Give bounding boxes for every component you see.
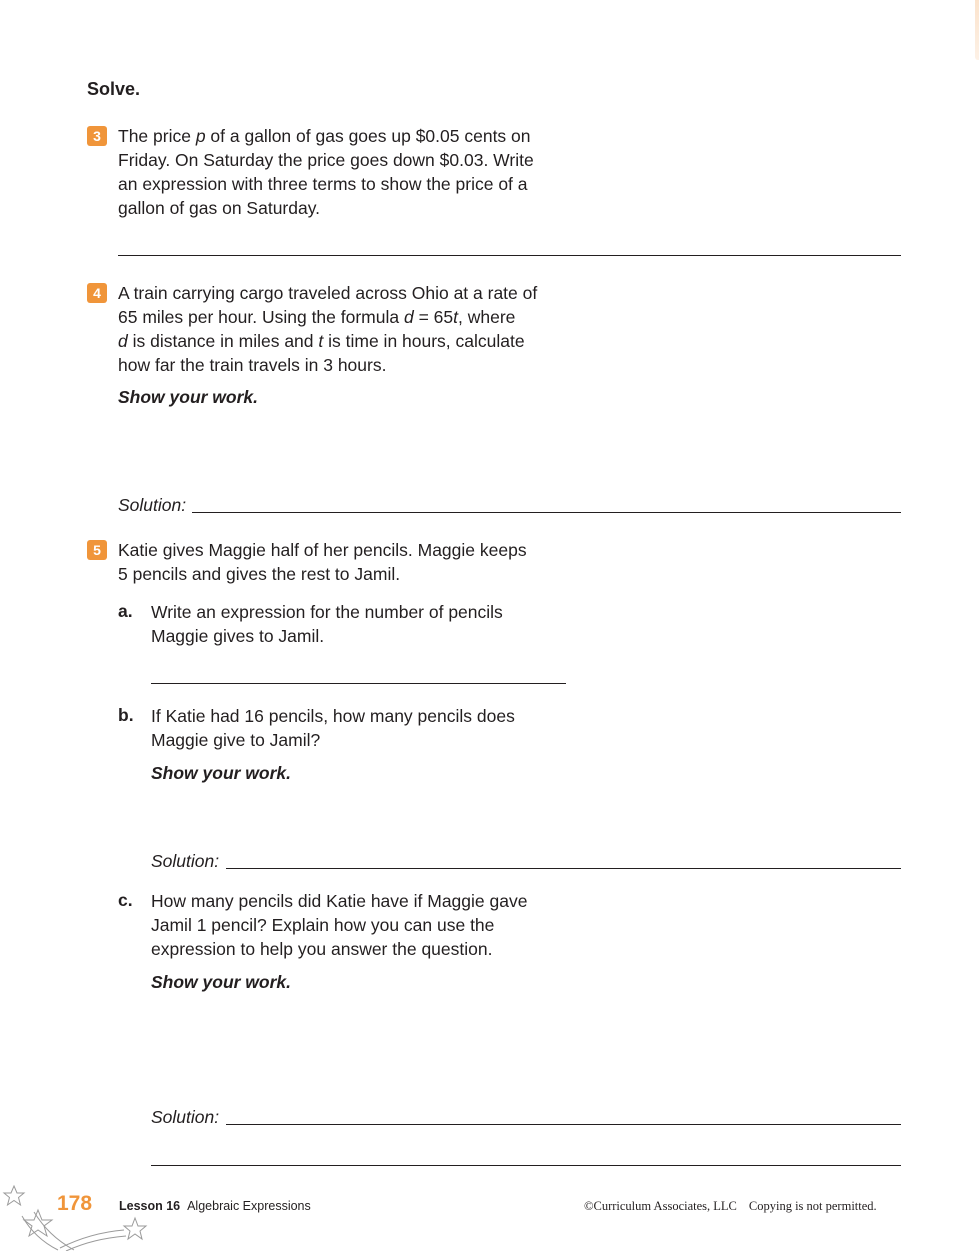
problem-4-show-work: Show your work. <box>118 387 259 407</box>
problem-5b-show-work: Show your work. <box>151 763 292 783</box>
problem-5c-label: c. <box>118 890 133 910</box>
problem-3-text: The price p of a gallon of gas goes up $0.05 cents on Friday. On Saturday the price goes down $0.03. Write an expression with three terms to show the price of a gallon of gas on Saturday. <box>118 126 534 218</box>
problem-3-answer-line[interactable] <box>118 255 901 256</box>
section-heading: Solve. <box>87 79 141 99</box>
page-number: 178 <box>57 1192 93 1215</box>
problem-5-badge: 5 <box>87 540 107 560</box>
problem-4-solution-line[interactable] <box>192 512 901 513</box>
problem-4-badge: 4 <box>87 283 107 303</box>
problem-5a-text: Write an expression for the number of pencils Maggie gives to Jamil. <box>151 602 503 646</box>
problem-5c-text: How many pencils did Katie have if Maggie gave Jamil 1 pencil? Explain how you can use the expression to help you answer the question. <box>151 891 528 959</box>
page-edge-tab <box>975 0 979 60</box>
problem-5c-solution-line[interactable] <box>226 1124 901 1125</box>
problem-5c-solution-label: Solution: <box>151 1107 220 1127</box>
problem-5-text: Katie gives Maggie half of her pencils. Maggie keeps 5 pencils and gives the rest to Jamil. <box>118 540 527 584</box>
problem-5c-show-work: Show your work. <box>151 972 292 992</box>
problem-3-badge: 3 <box>87 126 107 146</box>
lesson-label: Lesson 16 Algebraic Expressions <box>119 1199 311 1213</box>
problem-5a-answer-line[interactable] <box>151 683 566 684</box>
problem-5b-text: If Katie had 16 pencils, how many pencils does Maggie give to Jamil? <box>151 706 515 750</box>
copyright-notice: ©Curriculum Associates, LLC Copying is not permitted. <box>584 1199 877 1213</box>
problem-4-text: A train carrying cargo traveled across Ohio at a rate of 65 miles per hour. Using the formula d = 65t, where d is distance in miles and t is time in hours, calculate how far the train travels in 3 hours. <box>118 283 538 375</box>
problem-5b-label: b. <box>118 705 134 725</box>
problem-4-solution-label: Solution: <box>118 495 187 515</box>
problem-5b-solution-label: Solution: <box>151 851 220 871</box>
problem-5c-extra-line[interactable] <box>151 1165 901 1166</box>
problem-5a-label: a. <box>118 601 133 621</box>
problem-5b-solution-line[interactable] <box>226 868 901 869</box>
